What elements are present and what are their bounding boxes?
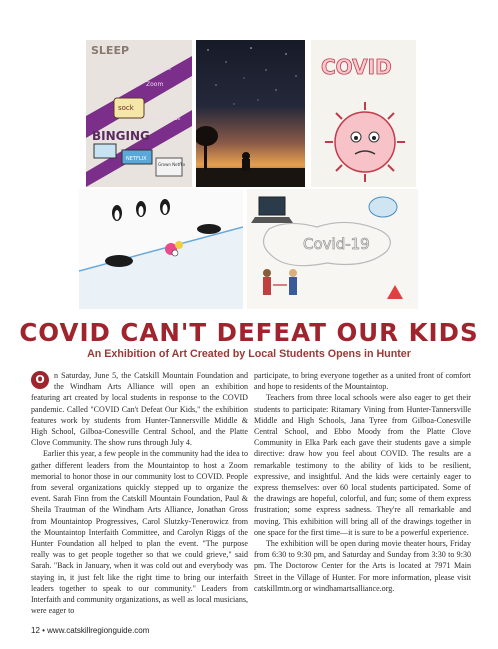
article-column-right (254, 370, 471, 594)
article-paragraph: The exhibition will be open during movie theater hours, Friday from 6:30 to 9:30 pm, and Saturday and Sunday from 3:30 to 9:30 pm. The Doctorow Center for the Arts is located at 7971 Main Street in the Village of Hunter. For more information, please visit catskillmtn.org or windhamartsalliance.org. (254, 539, 471, 593)
svg-text:SLEEP: SLEEP (91, 44, 130, 57)
svg-text:BINGING: BINGING (92, 129, 150, 143)
svg-text:sock: sock (118, 104, 134, 112)
artwork-covid-virus (311, 40, 416, 187)
article-column-left (31, 370, 248, 616)
svg-text:COVID: COVID (321, 55, 392, 79)
article-headline: COVID CAN'T DEFEAT OUR KIDS (19, 318, 479, 347)
page-footer: 12 • www.catskillregionguide.com (31, 626, 150, 635)
svg-text:NETFLIX: NETFLIX (126, 156, 147, 162)
svg-text:Pajamas: Pajamas (150, 66, 171, 72)
artwork-night-sky (196, 40, 305, 187)
article-paragraph: O n Saturday, June 5, the Catskill Mountain Foundation and the Windham Arts Alliance will open an exhibition featuring art created by local students in response to the COVID pandemic. Called "COVID Can't Defeat Our Kids," the exhibition features work by students from Hunter-Tannersville Middle & High School, Gilboa-Conesville Central School, and the Platte Clove Community. The show runs through July 4. (31, 371, 248, 448)
drop-cap: O (31, 371, 49, 389)
article-subheadline: An Exhibition of Art Created by Local Students Opens in Hunter (87, 348, 411, 360)
artwork-covid19-kids (247, 189, 418, 309)
svg-text:Covid-19: Covid-19 (303, 235, 370, 253)
svg-text:Grown Netflix: Grown Netflix (158, 162, 186, 167)
article-paragraph: Earlier this year, a few people in the community had the idea to gather different leaders from the Mountaintop to host a Zoom memorial to honor those in our community lost to COVID. People from several organizations quickly stepped up to organize the event. Sarah Finn from the Catskill Mountain Foundation, Paul & Sheila Trautman of the Windham Arts Alliance, Jonathan Gross from Mountaintop Progressives, Carol Slutzky-Tenerowicz from the Mountaintop Interfaith Committee, and Carolyn Riggs of the Hunter Foundation all helped to plan the event. "The purpose really was to get people together so that we could grieve," said Sarah. "Back in January, when it was cold out and everybody was staying in, it just felt like the right time to bring our interfaith leaders together to speak to our community." Leaders from Interfaith and community organizations, as well as local musicians, were eager to (31, 449, 248, 616)
svg-text:Zoom: Zoom (146, 81, 164, 88)
artwork-sleep-binging (86, 40, 192, 187)
article-paragraph: Teachers from three local schools were also eager to get their students to participate: Ritamary Vining from Hunter-Tannersville Middle and High Schools, Jana Tyree from Gilboa-Conesville Central School, and Ebbo Moody from the Platte Clove Community in Elka Park each gave their students gave a simple directive: draw how you feel about COVID. The results are a remarkable testimony to the ability of kids to be resilient, expressive, and insightful. And the kids were certainly eager to express themselves: over 60 local students participated. Some of the drawings are hopeful, colorful, and fun; some of them express frustration; some express sadness. They're all remarkable and moving. This exhibition will bring all of the drawings together in one space for the first time—it is sure to be a powerful experience. (254, 393, 471, 537)
svg-text:School Fatigue: School Fatigue (144, 116, 181, 122)
article-paragraph: participate, to bring everyone together as a united front of comfort and hope to residents of the Mountaintop. (254, 371, 471, 392)
artwork-penguins (79, 189, 243, 309)
